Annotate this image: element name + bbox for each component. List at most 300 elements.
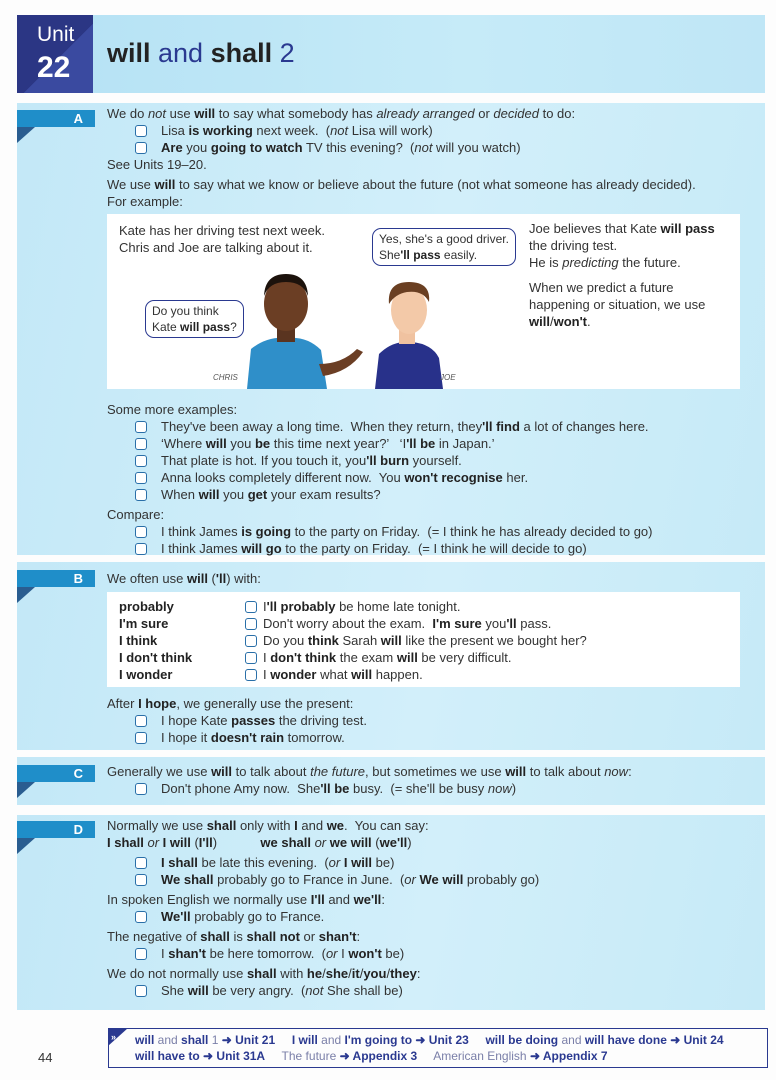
checkbox-icon[interactable]: [135, 857, 147, 869]
text-segment: or: [299, 929, 319, 944]
text-segment: like the present we bought her?: [401, 633, 587, 648]
text-segment: or: [325, 946, 338, 961]
expression: I wonder: [119, 667, 173, 682]
text-segment: be very angry. (: [208, 983, 306, 998]
text-segment: I'll: [198, 835, 213, 850]
text-segment: (: [371, 835, 380, 850]
text-segment: I: [294, 818, 298, 833]
text-segment: (: [207, 571, 216, 586]
text-segment: we'll: [379, 835, 408, 850]
checkbox-icon[interactable]: [135, 911, 147, 923]
text-segment: .: [587, 314, 591, 329]
checkbox-icon[interactable]: [135, 489, 147, 501]
checkbox-icon[interactable]: [135, 142, 147, 154]
explanation-paragraph: [529, 254, 729, 271]
text-segment: not: [414, 140, 433, 155]
text-segment: TV this evening? (: [302, 140, 415, 155]
checkbox-icon[interactable]: [135, 543, 147, 555]
text-segment: shall: [246, 966, 277, 981]
text-segment: They've been away a long time. When they return, they: [161, 419, 483, 434]
text-segment: I'm sure: [432, 616, 482, 631]
example-text: [161, 453, 462, 468]
joe-figure: [375, 282, 443, 389]
text-segment: will you watch): [432, 140, 521, 155]
text-segment: We shall: [161, 872, 214, 887]
checkbox-icon[interactable]: [135, 421, 147, 433]
text-segment: the future: [310, 764, 366, 779]
cross-reference-links: [135, 1032, 724, 1064]
checkbox-icon[interactable]: [135, 438, 147, 450]
text-segment: the future.: [618, 255, 681, 270]
text-segment: she: [325, 966, 349, 981]
text-segment: is working: [188, 123, 253, 138]
text-segment: is: [229, 929, 247, 944]
checkbox-icon[interactable]: [135, 455, 147, 467]
explanation-text: [107, 965, 757, 982]
text-segment: Yes, she's a good driver.: [379, 232, 509, 246]
text-segment: will pass: [180, 320, 231, 334]
unit-label: Unit: [37, 23, 75, 46]
example-text: [161, 872, 539, 887]
text-segment: The negative of: [107, 929, 201, 944]
text-segment: or: [310, 835, 330, 850]
text-segment: or: [143, 835, 163, 850]
text-segment: , we generally use the present:: [176, 696, 354, 711]
example-sentence: [107, 139, 757, 156]
explanation-text: [107, 763, 757, 780]
text-segment: or: [474, 106, 494, 121]
text-segment: passes: [231, 713, 276, 728]
table-row: [107, 598, 740, 615]
text-segment: already arranged: [376, 106, 475, 121]
text-segment: 'll probably: [266, 599, 336, 614]
explanation-text: [107, 506, 757, 523]
text-segment: will have to: [135, 1049, 200, 1063]
text-segment: Normally we use: [107, 818, 207, 833]
text-segment: 'll be: [406, 436, 436, 451]
text-segment: will: [186, 571, 208, 586]
checkbox-icon[interactable]: [245, 618, 257, 630]
example-sentence: [107, 122, 757, 139]
text-segment: or: [328, 855, 341, 870]
text-segment: and: [150, 38, 211, 68]
text-segment: to do:: [538, 106, 576, 121]
text-segment: predicting: [562, 255, 619, 270]
example-text: [161, 436, 495, 451]
text-segment: I shall: [161, 855, 198, 870]
checkbox-icon[interactable]: [135, 526, 147, 538]
example-text: [161, 470, 528, 485]
text-segment: use: [166, 106, 195, 121]
text-segment: 'll: [506, 616, 517, 631]
text-segment: to the party on Friday. (= I think he has already decided to go): [291, 524, 653, 539]
text-segment: shall: [200, 929, 230, 944]
text-segment: Are: [161, 140, 183, 155]
example-text: [161, 541, 587, 556]
text-segment: Joe believes that Kate: [529, 221, 661, 236]
text-segment: you: [363, 966, 387, 981]
text-segment: Some more examples:: [107, 402, 238, 417]
text-segment: will: [154, 177, 176, 192]
checkbox-icon[interactable]: [135, 732, 147, 744]
text-segment: and: [154, 1033, 182, 1047]
explanation-text: [107, 695, 757, 712]
text-segment: American English: [433, 1049, 530, 1063]
text-segment: won't: [553, 314, 587, 329]
text-segment: 'll be: [320, 781, 350, 796]
example-sentence: [107, 945, 757, 962]
text-segment: probably go): [463, 872, 540, 887]
example-sentence: [107, 469, 757, 486]
text-segment: decided: [493, 106, 539, 121]
text-segment: ) with:: [226, 571, 261, 586]
text-segment: we shall: [260, 835, 311, 850]
text-segment: ➜ Appendix 3: [339, 1049, 418, 1063]
example-text: [161, 983, 403, 998]
text-segment: going to watch: [210, 140, 303, 155]
example-sentence: [237, 615, 551, 632]
text-segment: and: [558, 1033, 585, 1047]
text-segment: will: [529, 314, 550, 329]
table-row: [107, 615, 740, 632]
text-segment: what: [316, 667, 352, 682]
text-segment: ➜ Unit 21: [221, 1033, 276, 1047]
text-segment: When: [161, 487, 199, 502]
text-segment: Sarah: [338, 633, 381, 648]
table-row: [107, 666, 740, 683]
text-segment: ➜ Appendix 7: [529, 1049, 608, 1063]
text-segment: this time next year?’ ‘I: [270, 436, 407, 451]
text-segment: /: [359, 966, 364, 981]
example-text: [161, 730, 345, 745]
text-segment: pass.: [516, 616, 552, 631]
example-illustration: [107, 214, 740, 389]
text-segment: :: [356, 929, 361, 944]
text-segment: you: [481, 616, 507, 631]
section-a-tab: A: [17, 110, 95, 127]
text-segment: That plate is hot. If you touch it, you: [161, 453, 367, 468]
text-segment: wonder: [270, 667, 317, 682]
text-segment: will: [135, 1033, 155, 1047]
text-segment: /: [549, 314, 554, 329]
text-segment: and: [297, 818, 327, 833]
text-segment: be: [254, 436, 271, 451]
example-sentence: [107, 418, 757, 435]
text-segment: will be doing: [485, 1033, 559, 1047]
text-segment: will: [194, 106, 216, 121]
text-segment: ): [511, 781, 517, 796]
section-d-content: [107, 817, 757, 999]
text-segment: shall: [210, 38, 273, 68]
text-segment: to say what somebody has: [215, 106, 377, 121]
text-segment: I hope it: [161, 730, 211, 745]
text-segment: Lisa: [161, 123, 189, 138]
text-segment: will: [396, 650, 418, 665]
text-segment: the driving test.: [529, 238, 618, 253]
text-segment: 'll: [215, 571, 227, 586]
joe-speech-bubble: [372, 228, 516, 266]
text-segment: We do: [107, 106, 148, 121]
checkbox-icon[interactable]: [135, 874, 147, 886]
checkbox-icon[interactable]: [245, 669, 257, 681]
example-sentence: [107, 712, 757, 729]
text-segment: We often use: [107, 571, 187, 586]
example-sentence: [107, 540, 757, 557]
text-segment: be home late tonight.: [335, 599, 461, 614]
text-segment: shan't: [168, 946, 206, 961]
text-segment: not: [147, 106, 167, 121]
text-segment: I think James: [161, 541, 242, 556]
text-segment: . You can say:: [344, 818, 429, 833]
text-segment: I: [161, 946, 169, 961]
example-sentence: [237, 598, 460, 615]
explanation-paragraph: [529, 220, 729, 254]
text-segment: Don't phone Amy now. She: [161, 781, 321, 796]
example-sentence: [107, 871, 757, 888]
text-segment: only with: [236, 818, 295, 833]
text-segment: Compare:: [107, 507, 165, 522]
example-sentence: [237, 632, 587, 649]
text-segment: 'll find: [482, 419, 520, 434]
text-segment: :: [381, 892, 385, 907]
text-segment: When we predict a future happening or situation, we use: [529, 280, 706, 312]
text-segment: in Japan.’: [435, 436, 495, 451]
text-segment: /: [322, 966, 326, 981]
text-segment: will have done: [584, 1033, 667, 1047]
text-segment: [417, 1049, 433, 1063]
text-segment: :: [416, 966, 421, 981]
chris-name-label: CHRIS: [213, 373, 238, 382]
text-segment: and: [317, 1033, 345, 1047]
text-segment: /: [348, 966, 352, 981]
text-segment: will: [505, 764, 527, 779]
text-segment: I will: [343, 855, 373, 870]
text-segment: shall: [206, 818, 237, 833]
tab-fold: [17, 587, 35, 603]
text-segment: we: [326, 818, 345, 833]
text-segment: will: [198, 487, 220, 502]
text-segment: won't: [348, 946, 382, 961]
example-text: [161, 909, 324, 924]
tab-fold: [17, 838, 35, 854]
checkbox-icon[interactable]: [135, 715, 147, 727]
text-segment: happen.: [372, 667, 423, 682]
text-segment: easily.: [440, 248, 478, 262]
explanation-text: [107, 156, 757, 173]
text-segment: After: [107, 696, 139, 711]
text-segment: I hope Kate: [161, 713, 232, 728]
text-segment: For example:: [107, 194, 183, 209]
example-sentence: [107, 780, 757, 797]
text-segment: not: [330, 123, 349, 138]
text-segment: I think James: [161, 524, 242, 539]
text-segment: I: [263, 650, 271, 665]
intro-line: Kate has her driving test next week.: [119, 223, 325, 238]
section-c-content: [107, 763, 757, 797]
checkbox-icon[interactable]: [135, 125, 147, 137]
text-segment: will go: [241, 541, 282, 556]
text-segment: will: [205, 436, 227, 451]
text-segment: will: [187, 983, 209, 998]
text-segment: We do not normally use: [107, 966, 247, 981]
checkbox-icon[interactable]: [245, 601, 257, 613]
example-text: [161, 524, 652, 539]
text-segment: probably go to France.: [190, 909, 325, 924]
example-text: [161, 123, 433, 138]
example-sentence: [107, 908, 757, 925]
checkbox-icon[interactable]: [245, 652, 257, 664]
expression: probably: [119, 599, 174, 614]
chris-speech-bubble: [145, 300, 244, 338]
explanation-paragraph: [529, 279, 729, 330]
text-segment: you: [182, 140, 211, 155]
explanation-text: [107, 928, 757, 945]
explanation-text: [107, 176, 757, 193]
example-text: [161, 140, 521, 155]
text-segment: don't think: [270, 650, 337, 665]
text-segment: is going: [241, 524, 292, 539]
text-segment: ): [212, 835, 261, 850]
text-segment: The future: [281, 1049, 340, 1063]
explanation-text: [107, 834, 757, 851]
checkbox-icon[interactable]: [135, 948, 147, 960]
text-segment: I will: [162, 835, 191, 850]
text-segment: be): [381, 946, 405, 961]
text-segment: Lisa will work): [348, 123, 433, 138]
tab-fold: [17, 782, 35, 798]
section-c-tab: C: [17, 765, 95, 782]
text-segment: Anna looks completely different now. You: [161, 470, 405, 485]
example-text: [161, 946, 404, 961]
text-segment: ): [407, 835, 412, 850]
text-segment: think: [307, 633, 339, 648]
figure-intro: [119, 222, 325, 256]
checkbox-icon[interactable]: [135, 783, 147, 795]
text-segment: we'll: [353, 892, 382, 907]
cross-reference-box: » will and shall 1 ➜ Unit 21 I will and I'm going to ➜ Unit 23 will be doing and will have done ➜ Unit 24 will have to ➜ Unit 31A The future ➜ Appendix 3 American English ➜ Appendix 7: [108, 1028, 768, 1068]
explanation-text: [107, 105, 757, 122]
text-segment: the driving test.: [275, 713, 367, 728]
table-row: [107, 632, 740, 649]
cross-reference-line: [135, 1032, 724, 1048]
text-segment: will: [211, 764, 233, 779]
text-segment: not: [305, 983, 324, 998]
text-segment: won't recognise: [404, 470, 503, 485]
text-segment: I'm going to: [344, 1033, 413, 1047]
section-d-tab: D: [17, 821, 95, 838]
intro-line: Chris and Joe are talking about it.: [119, 240, 313, 255]
text-segment: We use: [107, 177, 155, 192]
text-segment: to talk about: [526, 764, 605, 779]
text-segment: busy. (= she'll be busy: [349, 781, 488, 796]
tab-fold: [17, 127, 35, 143]
example-text: [161, 713, 367, 728]
section-a-content: [107, 105, 757, 557]
text-segment: Don't worry about the exam.: [263, 616, 433, 631]
explanation-text: [107, 193, 757, 210]
text-segment: be late this evening. (: [197, 855, 329, 870]
text-segment: they: [390, 966, 417, 981]
page-number: 44: [38, 1050, 53, 1065]
text-segment: 1: [208, 1033, 222, 1047]
section-b-content: [107, 570, 757, 746]
text-segment: Do you: [263, 633, 308, 648]
text-segment: yourself.: [409, 453, 462, 468]
text-segment: We will: [419, 872, 464, 887]
text-segment: He is: [529, 255, 563, 270]
text-segment: it: [351, 966, 360, 981]
text-segment: I: [263, 599, 267, 614]
text-segment: get: [247, 487, 268, 502]
example-sentence: [107, 452, 757, 469]
text-segment: you: [226, 436, 255, 451]
expression: I think: [119, 633, 158, 648]
text-segment: In spoken English we normally use: [107, 892, 311, 907]
text-segment: I'll: [310, 892, 325, 907]
explanation-text: [107, 401, 757, 418]
text-segment: will: [351, 667, 373, 682]
text-segment: now: [604, 764, 629, 779]
text-segment: a lot of changes here.: [519, 419, 649, 434]
checkbox-icon[interactable]: [245, 635, 257, 647]
text-segment: and: [324, 892, 354, 907]
text-segment: 2: [272, 38, 295, 68]
text-segment: the exam: [336, 650, 397, 665]
text-segment: Kate: [152, 320, 181, 334]
checkbox-icon[interactable]: [135, 985, 147, 997]
text-segment: be here tomorrow. (: [206, 946, 326, 961]
example-sentence: [107, 486, 757, 503]
text-segment: She shall be): [323, 983, 403, 998]
example-text: [161, 781, 516, 796]
text-segment: She: [161, 983, 188, 998]
explanation-text: [107, 570, 757, 587]
text-segment: be): [372, 855, 395, 870]
text-segment: will: [107, 38, 151, 68]
text-segment: /: [386, 966, 391, 981]
text-segment: shan't: [318, 929, 357, 944]
text-segment: [275, 1033, 292, 1047]
text-segment: tomorrow.: [284, 730, 345, 745]
text-segment: you: [219, 487, 248, 502]
text-segment: We'll: [161, 909, 191, 924]
chris-figure: [247, 274, 363, 389]
expression: I don't think: [119, 650, 193, 665]
cross-reference-line: [135, 1048, 724, 1064]
checkbox-icon[interactable]: [135, 472, 147, 484]
example-sentence: [107, 523, 757, 540]
text-segment: next week. (: [252, 123, 331, 138]
text-segment: he: [306, 966, 323, 981]
figure-explanation: [529, 220, 729, 330]
will-with-expressions-table: [107, 592, 740, 687]
page-title: [107, 38, 295, 69]
joe-name-label: JOE: [440, 373, 456, 382]
text-segment: be very difficult.: [417, 650, 512, 665]
example-text: [161, 419, 649, 434]
example-text: [161, 855, 394, 870]
text-segment: ➜ Unit 31A: [199, 1049, 266, 1063]
text-segment: now: [487, 781, 512, 796]
example-sentence: [107, 854, 757, 871]
text-segment: I: [337, 946, 349, 961]
explanation-text: [107, 891, 757, 908]
text-segment: shall not: [246, 929, 300, 944]
text-segment: to talk about: [232, 764, 311, 779]
example-sentence: [237, 666, 423, 683]
text-segment: [265, 1049, 281, 1063]
example-sentence: [107, 435, 757, 452]
